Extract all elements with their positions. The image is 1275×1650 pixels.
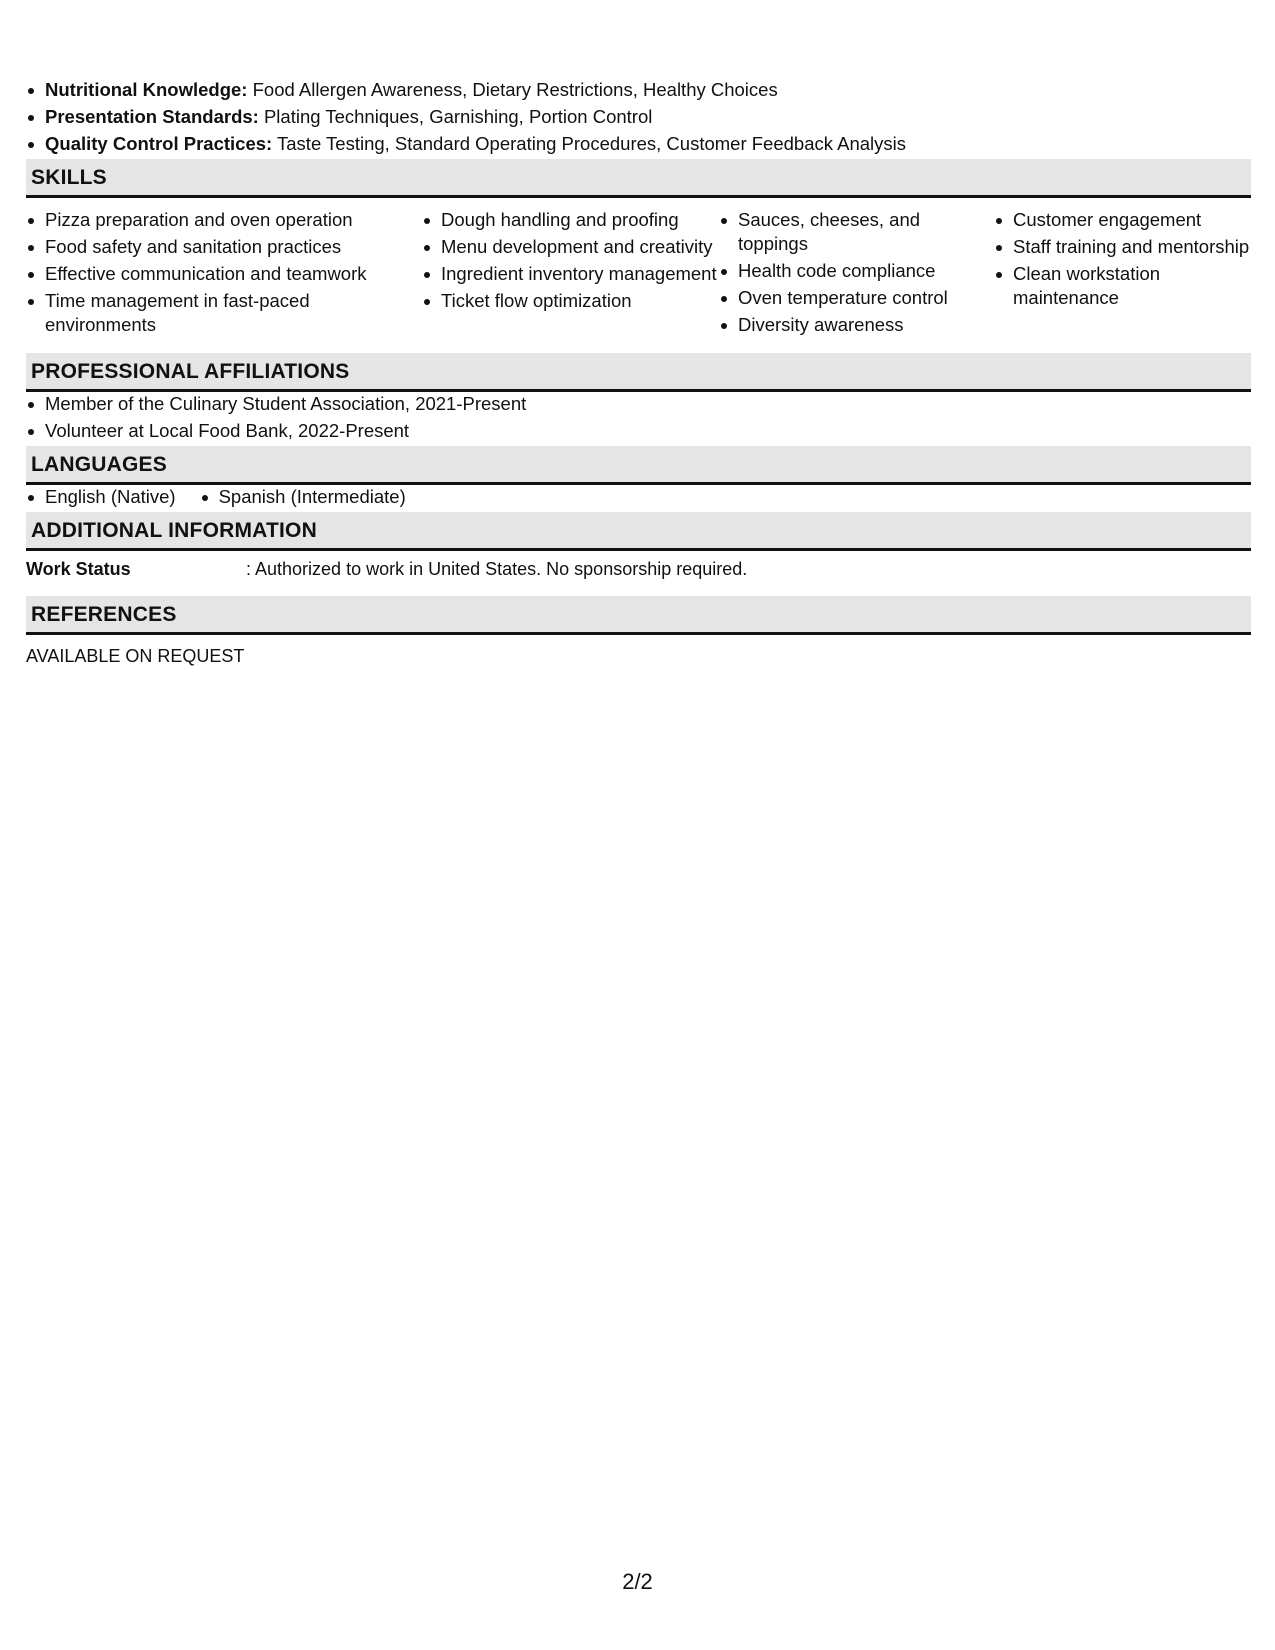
skill-item: Clean workstation maintenance — [994, 262, 1251, 310]
work-status-label: Work Status — [26, 559, 131, 579]
resume-page-2 — [26, 78, 1251, 668]
skill-item: Oven temperature control — [719, 286, 994, 310]
skills-column-2 — [422, 208, 719, 340]
language-item: Spanish (Intermediate) — [200, 485, 406, 509]
item-label: Presentation Standards: — [45, 106, 259, 127]
skill-item: Pizza preparation and oven operation — [26, 208, 422, 232]
skills-heading: SKILLS — [26, 159, 1251, 198]
skill-item: Diversity awareness — [719, 313, 994, 337]
work-status-value: : Authorized to work in United States. No sponsorship required. — [246, 559, 748, 579]
skill-item: Time management in fast-paced environments — [26, 289, 422, 337]
skills-column-3 — [719, 208, 994, 340]
competencies-list — [26, 78, 1251, 156]
references-heading: REFERENCES — [26, 596, 1251, 635]
skill-item: Food safety and sanitation practices — [26, 235, 422, 259]
skill-item: Ingredient inventory management — [422, 262, 719, 286]
additional-info-heading: ADDITIONAL INFORMATION — [26, 512, 1251, 551]
skills-column-1 — [26, 208, 422, 340]
item-label: Quality Control Practices: — [45, 133, 273, 154]
item-text: Plating Techniques, Garnishing, Portion Control — [258, 106, 653, 127]
skill-item: Dough handling and proofing — [422, 208, 719, 232]
languages-heading: LANGUAGES — [26, 446, 1251, 485]
affiliation-item: Member of the Culinary Student Association, 2021-Present — [26, 392, 1251, 416]
skill-item: Staff training and mentorship — [994, 235, 1251, 259]
skill-item: Customer engagement — [994, 208, 1251, 232]
skill-item: Ticket flow optimization — [422, 289, 719, 313]
language-item: English (Native) — [26, 485, 176, 509]
page-number: 2/2 — [622, 1569, 653, 1594]
affiliations-heading: PROFESSIONAL AFFILIATIONS — [26, 353, 1251, 392]
references-text: AVAILABLE ON REQUEST — [26, 646, 245, 666]
item-text: Taste Testing, Standard Operating Procedures, Customer Feedback Analysis — [272, 133, 906, 154]
skill-item: Health code compliance — [719, 259, 994, 283]
list-item — [26, 78, 1251, 102]
affiliations-list — [26, 392, 1251, 443]
work-status-row — [26, 551, 1251, 581]
affiliation-item: Volunteer at Local Food Bank, 2022-Present — [26, 419, 1251, 443]
skill-item: Sauces, cheeses, and toppings — [719, 208, 994, 256]
languages-list — [26, 485, 1251, 512]
item-label: Nutritional Knowledge: — [45, 79, 248, 100]
list-item — [26, 132, 1251, 156]
item-text: Food Allergen Awareness, Dietary Restrictions, Healthy Choices — [247, 79, 778, 100]
skills-column-4 — [994, 208, 1251, 340]
skills-grid — [26, 198, 1251, 340]
skill-item: Effective communication and teamwork — [26, 262, 422, 286]
skill-item: Menu development and creativity — [422, 235, 719, 259]
list-item — [26, 105, 1251, 129]
